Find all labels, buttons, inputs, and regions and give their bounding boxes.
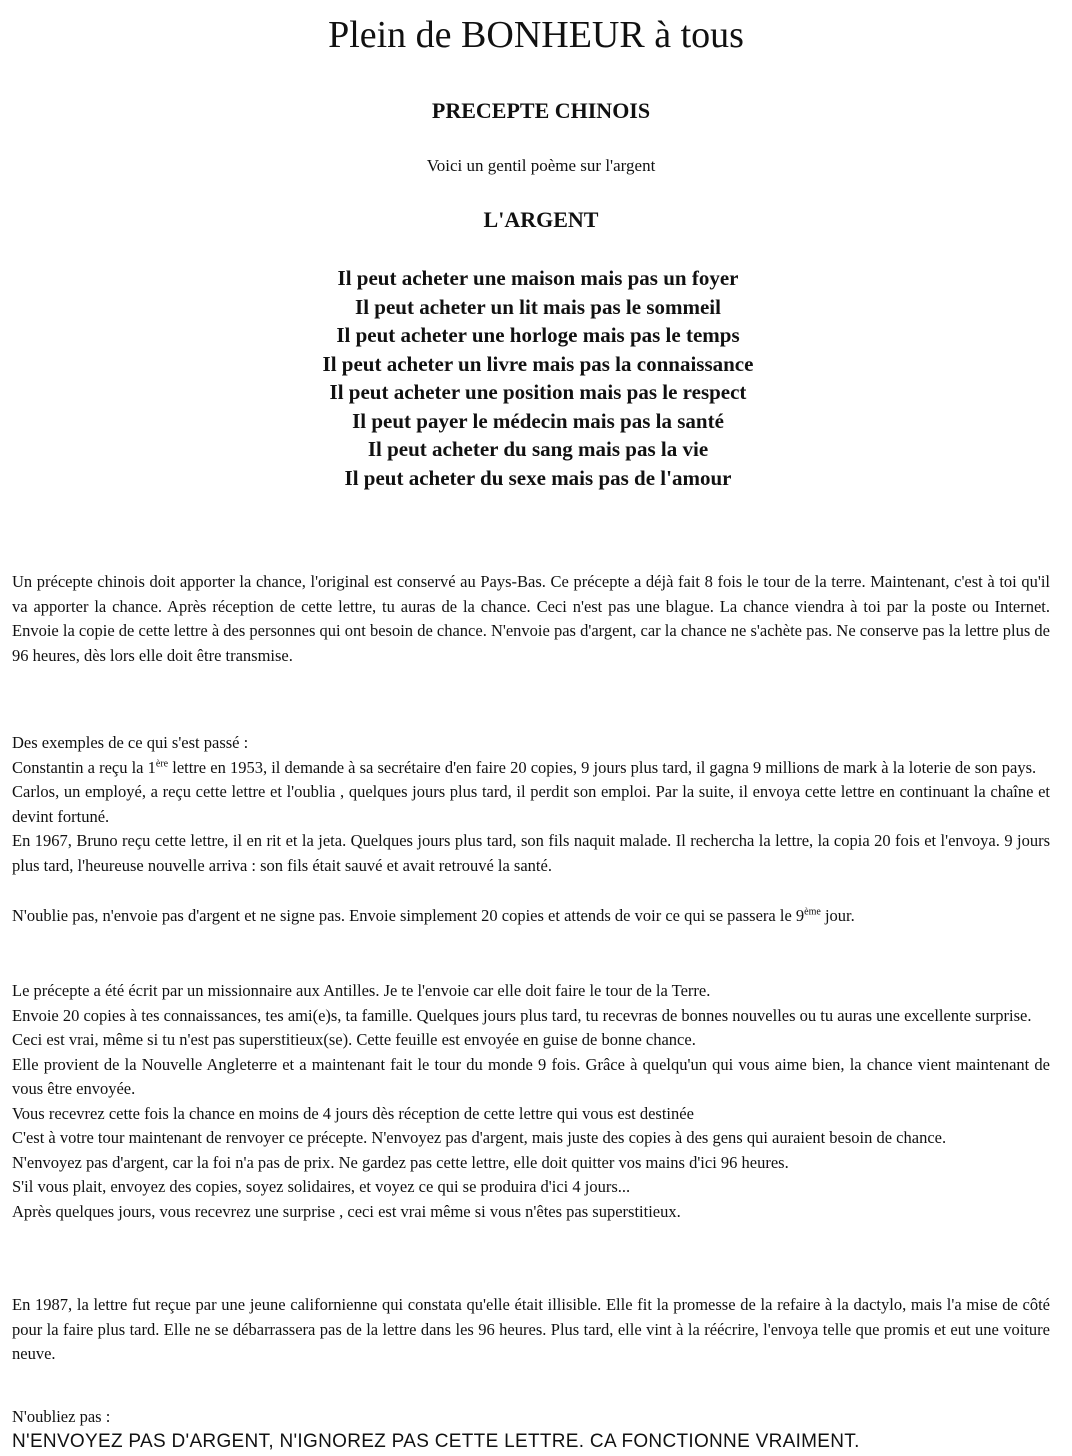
poem-line: Il peut acheter une position mais pas le respect: [329, 380, 747, 404]
chain-line: C'est à votre tour maintenant de renvoyer ce précepte. N'envoyez pas d'argent, mais juste des copies à des gens qui auraient besoin de chance.: [12, 1128, 947, 1147]
reminder-text-a: N'oublie pas, n'envoie pas d'argent et ne signe pas. Envoie simplement 20 copies et attends de voir ce qui se passera le 9: [12, 906, 805, 925]
examples-section: [12, 731, 1050, 878]
poem-intro: Voici un gentil poème sur l'argent: [426, 156, 656, 175]
reminder-paragraph: [12, 904, 1050, 929]
intro-paragraph: [12, 570, 1050, 668]
page-subtitle: PRECEPTE CHINOIS: [431, 98, 651, 123]
reminder-text: [12, 904, 1050, 929]
story-text: En 1987, la lettre fut reçue par une jeune californienne qui constata qu'elle était illisible. Elle fit la promesse de la refaire à la dactylo, mais l'a mise de côté pour la faire plus tard. Elle ne se débarrassera pas de la lettre dans les 96 heures. Plus tard, elle vint à la réécrire, l'envoya telle que promis et eut une voiture neuve.: [12, 1295, 1050, 1363]
poem: [0, 264, 1072, 492]
example-text: Constantin a reçu la 1: [12, 757, 156, 777]
chain-line: Vous recevrez cette fois la chance en moins de 4 jours dès réception de cette lettre qui vous est destinée: [12, 1103, 694, 1123]
poem-line: Il peut acheter un livre mais pas la connaissance: [322, 351, 754, 376]
poem-line: Il peut acheter du sexe mais pas de l'amour: [344, 465, 732, 490]
poem-line: Il peut acheter une horloge mais pas le temps: [336, 323, 740, 347]
poem-line: Il peut acheter un lit mais pas le sommeil: [355, 294, 721, 319]
page-title: Plein de BONHEUR à tous: [328, 14, 744, 56]
example-constantin: [12, 756, 1050, 781]
examples-heading: Des exemples de ce qui s'est passé :: [12, 733, 249, 752]
poem-line: Il peut acheter une maison mais pas un foyer: [337, 266, 739, 290]
chain-line: Envoie 20 copies à tes connaissances, tes ami(e)s, ta famille. Quelques jours plus tard, tu recevras de bonnes nouvelles ou tu auras une excellente surprise.: [12, 1005, 1032, 1025]
superscript: ère: [155, 758, 169, 769]
closing-warning: N'ENVOYEZ PAS D'ARGENT, N'IGNOREZ PAS CETTE LETTRE. CA FONCTIONNE VRAIMENT.: [12, 1430, 860, 1452]
chain-line: Elle provient de la Nouvelle Angleterre et a maintenant fait le tour du monde 9 fois. Grâce à quelqu'un qui vous aime bien, la chance vient maintenant de vous être envoyée.: [12, 1054, 1050, 1098]
poem-line: Il peut acheter du sang mais pas la vie: [367, 437, 709, 461]
example-bruno: En 1967, Bruno reçu cette lettre, il en rit et la jeta. Quelques jours plus tard, son fils naquit malade. Il rechercha la lettre, la copia 20 fois et l'envoya. 9 jours plus tard, l'heureuse nouvelle arriva : son fils était sauvé et avait retrouvé la santé.: [12, 831, 1050, 875]
chain-section: [12, 979, 1050, 1224]
story-paragraph: [12, 1293, 1050, 1367]
poem-title: L'ARGENT: [483, 207, 599, 232]
example-carlos: Carlos, un employé, a reçu cette lettre et l'oublia , quelques jours plus tard, il perdit son emploi. Par la suite, il envoya cette lettre en continuant la chaîne et devint fortuné.: [12, 782, 1050, 826]
chain-line: N'envoyez pas d'argent, car la foi n'a pas de prix. Ne gardez pas cette lettre, elle doit quitter vos mains d'ici 96 heures.: [12, 1152, 789, 1172]
paragraph-text: Un précepte chinois doit apporter la chance, l'original est conservé au Pays-Bas. Ce précepte a déjà fait 8 fois le tour de la terre. Maintenant, c'est à toi qu'il va apporter la chance. Après réception de cette lettre, tu auras de la chance. Ceci n'est pas une blague. La chance viendra à toi par la poste ou Internet. Envoie la copie de cette lettre à des personnes qui ont besoin de chance. N'envoie pas d'argent, car la chance ne s'achète pas. Ne conserve pas la lettre plus de 96 heures, dès lors elle doit être transmise.: [12, 572, 1050, 665]
reminder-text-b: jour.: [820, 906, 855, 925]
superscript: ème: [804, 906, 821, 918]
chain-line: Le précepte a été écrit par un missionnaire aux Antilles. Je te l'envoie car elle doit faire le tour de la Terre.: [12, 981, 711, 1000]
closing-intro: N'oubliez pas :: [12, 1407, 111, 1426]
example-text: lettre en 1953, il demande à sa secrétaire d'en faire 20 copies, 9 jours plus tard, il gagna 9 millions de mark à la loterie de son pays.: [168, 757, 1037, 777]
poem-line: Il peut payer le médecin mais pas la santé: [352, 408, 724, 433]
chain-line: Après quelques jours, vous recevrez une surprise , ceci est vrai même si vous n'êtes pas superstitieux.: [12, 1201, 681, 1221]
chain-line: S'il vous plait, envoyez des copies, soyez solidaires, et voyez ce qui se produira d'ici 4 jours...: [12, 1177, 631, 1196]
closing-section: [12, 1405, 1050, 1454]
chain-line: Ceci est vrai, même si tu n'est pas superstitieux(se). Cette feuille est envoyée en guise de bonne chance.: [12, 1030, 696, 1049]
